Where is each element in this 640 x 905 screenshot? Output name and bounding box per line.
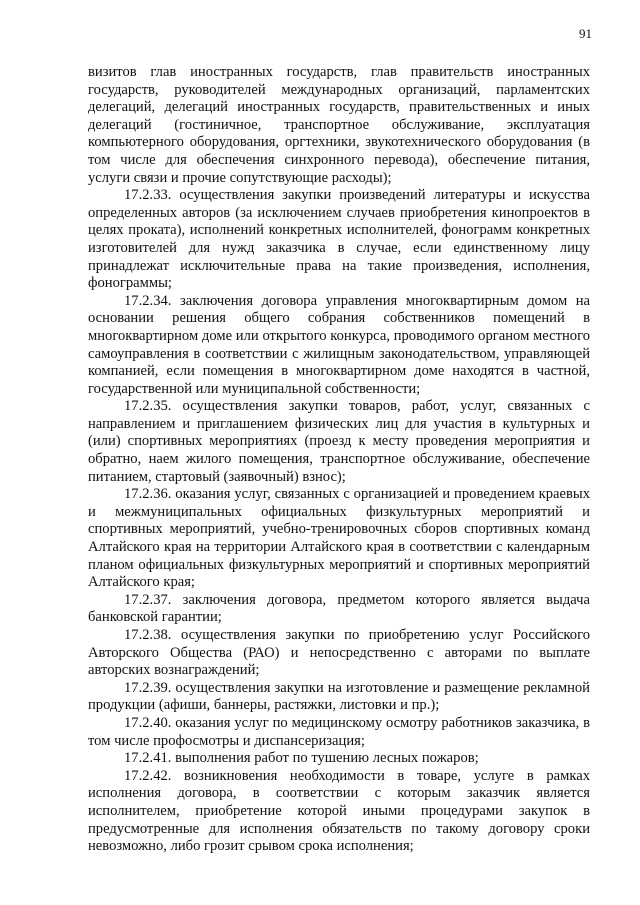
- paragraph-17-2-33: 17.2.33. осуществления закупки произведений литературы и искусства определенных авторов (за исключением случаев приобретения кинопроектов в целях проката), исполнений конкретных исполнителей, фонограмм конкретных изготовителей для нужд заказчика в случае, если единственному лицу принадлежат исключительные права на такие произведения, исполнения, фонограммы;: [88, 187, 590, 292]
- paragraph-17-2-42: 17.2.42. возникновения необходимости в товаре, услуге в рамках исполнения договора, в соответствии с которым заказчик является исполнителем, приобретение которой иными процедурами закупок в предусмотренные для исполнения обязательств по такому договору сроки невозможно, либо грозит срывом срока исполнения;: [88, 767, 590, 855]
- paragraph-continuation: визитов глав иностранных государств, глав правительств иностранных государств, руководителей международных организаций, парламентских делегаций, делегаций иностранных государств, правительственных и иных делегаций (гостиничное, транспортное обслуживание, эксплуатация компьютерного оборудования, оргтехники, звукотехнического оборудования (в том числе для обеспечения синхронного перевода), обеспечение питания, услуги связи и прочие сопутствующие расходы);: [88, 64, 590, 186]
- page-number: 91: [579, 26, 592, 41]
- paragraph-17-2-39: 17.2.39. осуществления закупки на изготовление и размещение рекламной продукции (афиши, баннеры, растяжки, листовки и пр.);: [88, 679, 590, 714]
- paragraph-17-2-36: 17.2.36. оказания услуг, связанных с организацией и проведением краевых и межмуниципальных официальных физкультурных мероприятий и спортивных мероприятий, учебно-тренировочных сборов спортивных команд Алтайского края на территории Алтайского края в соответствии с календарным планом официальных физкультурных мероприятий и спортивных мероприятий Алтайского края;: [88, 486, 590, 591]
- paragraph-17-2-41: 17.2.41. выполнения работ по тушению лесных пожаров;: [124, 750, 479, 767]
- paragraph-17-2-40: 17.2.40. оказания услуг по медицинскому осмотру работников заказчика, в том числе профосмотры и диспансеризация;: [88, 714, 590, 749]
- document-body: [88, 64, 590, 856]
- paragraph-17-2-37: 17.2.37. заключения договора, предметом которого является выдача банковской гарантии;: [88, 591, 590, 626]
- paragraph-17-2-38: 17.2.38. осуществления закупки по приобретению услуг Российского Авторского Общества (РАО) и непосредственно с авторами по выплате авторских вознаграждений;: [88, 627, 590, 679]
- paragraph-17-2-34: 17.2.34. заключения договора управления многоквартирным домом на основании решения общего собрания собственников помещений в многоквартирном доме или открытого конкурса, проводимого органом местного самоуправления в соответствии с жилищным законодательством, управляющей компанией, если помещения в многоквартирном доме находятся в частной, государственной или муниципальной собственности;: [88, 292, 590, 397]
- paragraph-17-2-35: 17.2.35. осуществления закупки товаров, работ, услуг, связанных с направлением и приглашением физических лиц для участия в культурных и (или) спортивных мероприятиях (проезд к месту проведения мероприятия и обратно, наем жилого помещения, транспортное обслуживание, обеспечение питанием, стартовый (заявочный) взнос);: [88, 398, 590, 485]
